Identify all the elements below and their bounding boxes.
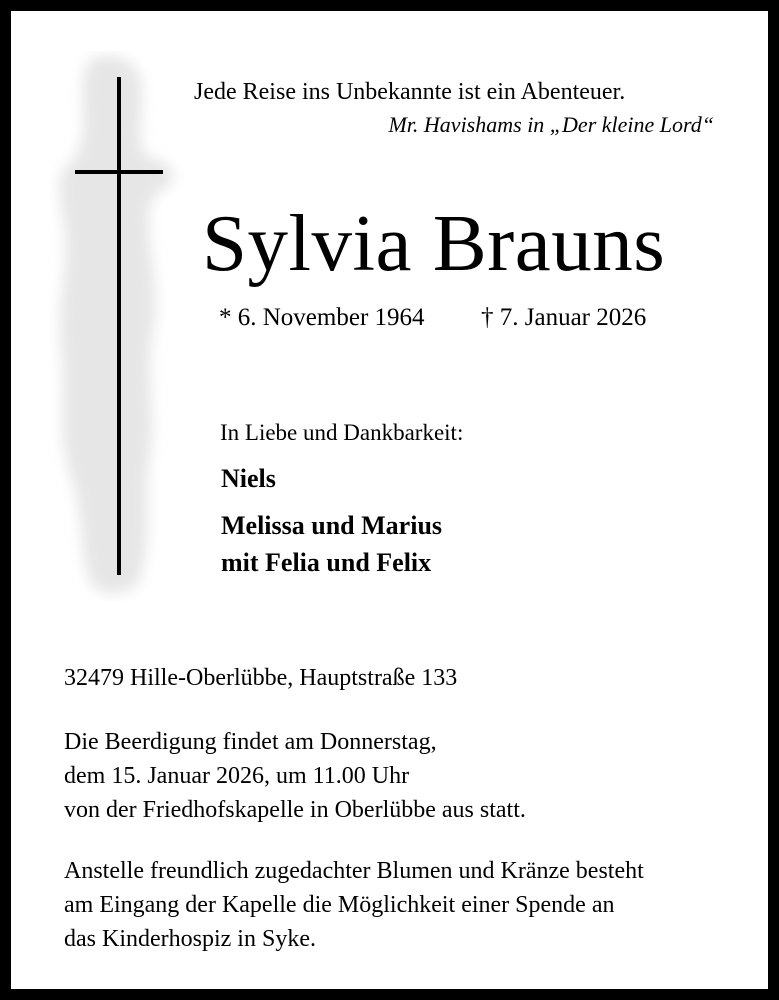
funeral-line: Die Beerdigung findet am Donnerstag, [64,729,437,755]
death-date: † 7. Januar 2026 [481,304,647,331]
funeral-line: von der Friedhofskapelle in Oberlübbe aus statt. [64,797,526,823]
funeral-line: dem 15. Januar 2026, um 11.00 Uhr [64,763,410,789]
mourner-line: mit Felia und Felix [221,548,432,577]
mourners-intro: In Liebe und Dankbarkeit: [220,420,464,445]
cross-horizontal-beam [75,170,163,174]
cross-vertical-beam [117,77,121,575]
mourner-line: Melissa und Marius [221,511,443,540]
funeral-notice [64,725,526,827]
quote-text: Jede Reise ins Unbekannte ist ein Abenteuer. [194,79,626,105]
donation-line: am Eingang der Kapelle die Möglichkeit einer Spende an [64,892,615,918]
deceased-name: Sylvia Brauns [202,198,666,288]
donation-line: Anstelle freundlich zugedachter Blumen und Kränze besteht [64,858,644,884]
donation-line: das Kinderhospiz in Syke. [64,926,316,952]
quote-source: Mr. Havishams in „Der kleine Lord“ [388,112,714,137]
cross-shadow [59,56,174,594]
mourner-line: Niels [221,464,276,493]
cross-icon [49,51,189,601]
mourner-address: 32479 Hille-Oberlübbe, Hauptstraße 133 [64,665,458,691]
birth-date: * 6. November 1964 [219,304,425,331]
donation-notice [64,854,644,956]
